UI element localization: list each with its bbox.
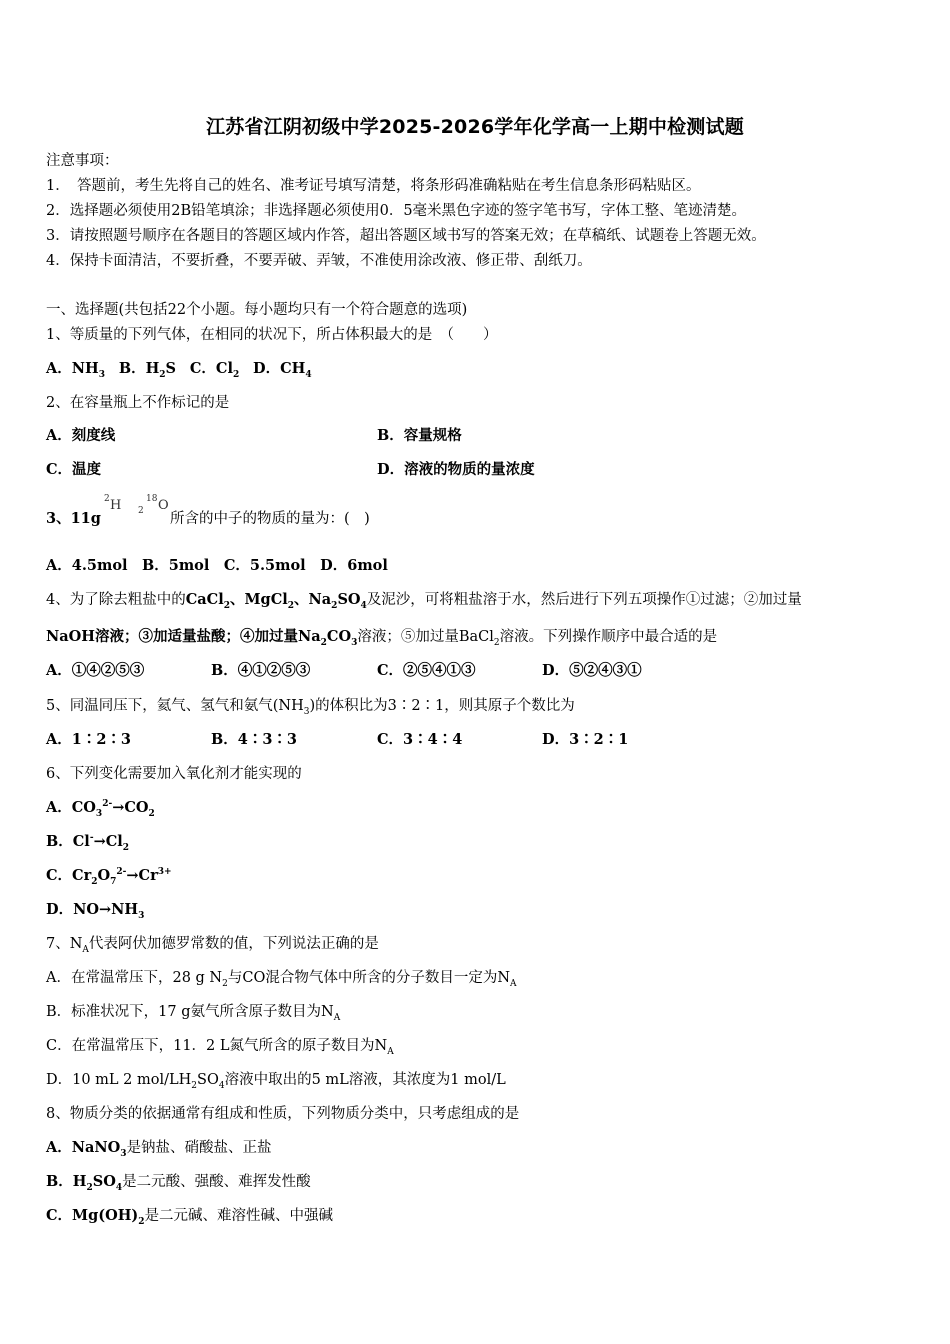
q3-options: A．4.5mol B．5mol C．5.5mol D．6mol <box>46 557 388 574</box>
q7-option-a: A．在常温常压下，28 g $N_2$与CO混合物气体中所含的分子数目一定为$N_A$ <box>46 970 517 989</box>
q2-option-a: A．刻度线 <box>46 427 116 444</box>
notice-item-4: 4．保持卡面清洁，不要折叠，不要弄破、弄皱，不准使用涂改液、修正带、刮纸刀。 <box>46 253 592 269</box>
q5-option-c: C．3∶4∶4 <box>377 731 463 748</box>
q8-option-a: A．NaNO$_3$是钠盐、硝酸盐、正盐 <box>46 1139 272 1159</box>
q1-option-b: B．$H_2S$ <box>118 360 177 380</box>
q8-option-b: B．$H_2SO_4$是二元酸、强酸、难挥发性酸 <box>46 1173 311 1193</box>
q4-option-d: D．⑤②④③① <box>542 662 642 679</box>
q7-option-b: B．标准状况下，17 g氨气所含原子数目为$N_A$ <box>46 1004 341 1023</box>
q1-option-a: A．$NH_3$ <box>46 360 105 380</box>
q5-option-d: D．3∶2∶1 <box>542 731 629 748</box>
q6-stem: 6、下列变化需要加入氧化剂才能实现的 <box>46 766 302 782</box>
q6-option-c: C．$Cr_2O_7^{2-}\to Cr^{3+}$ <box>46 867 172 887</box>
q4-stem-line1: 4、为了除去粗盐中的CaCl$_2$、MgCl$_2$、$Na_2SO_4$及泥沙，可将粗盐溶于水，然后进行下列五项操作①过滤；②加过量 <box>46 591 802 611</box>
q7-option-d: D．10 mL 2 mol/$LH_2SO_4$溶液中取出的5 mL溶液，其浓度为1 mol/L <box>46 1072 506 1091</box>
q6-option-d: D．$NO\to NH_3$ <box>46 901 145 921</box>
q2-stem: 2、在容量瓶上不作标记的是 <box>46 395 230 411</box>
q7-stem: 7、$N_A$代表阿伏加德罗常数的值，下列说法正确的是 <box>46 936 379 955</box>
q2-option-d: D．溶液的物质的量浓度 <box>377 461 535 478</box>
q5-option-b: B．4∶3∶3 <box>211 731 298 748</box>
q6-option-b: B．$Cl^-\to Cl_2$ <box>46 833 130 853</box>
q1-options <box>46 360 312 380</box>
notice-heading: 注意事项： <box>46 153 119 169</box>
q7-option-c: C．在常温常压下，11．2 L氮气所含的原子数目为$N_A$ <box>46 1038 394 1057</box>
notice-item-1: 1． 答题前，考生先将自己的姓名、准考证号填写清楚，将条形码准确粘贴在考生信息条形码粘贴区。 <box>46 178 701 194</box>
q4-option-c: C．②⑤④①③ <box>377 662 476 679</box>
section-heading: 一、选择题(共包括22个小题。每小题均只有一个符合题意的选项) <box>46 302 468 318</box>
q6-option-a: A．$CO_3^{2-}\to CO_2$ <box>46 799 155 819</box>
notice-item-2: 2．选择题必须使用2B铅笔填涂；非选择题必须使用0．5毫米黑色字迹的签字笔书写，字体工整、笔迹清楚。 <box>46 203 747 219</box>
q3-formula-image: 2 H 2 18 O <box>104 494 169 516</box>
q3-prefix: 3、11g <box>46 510 101 527</box>
q1-stem: 1、等质量的下列气体，在相同的状况下，所占体积最大的是 （ ） <box>46 327 498 343</box>
q1-option-d: D．$CH_4$ <box>253 360 312 380</box>
q2-option-b: B．容量规格 <box>377 427 462 444</box>
q8-option-c: C．$Mg(OH)_2$是二元碱、难溶性碱、中强碱 <box>46 1207 334 1227</box>
q8-stem: 8、物质分类的依据通常有组成和性质，下列物质分类中，只考虑组成的是 <box>46 1106 520 1122</box>
q5-option-a: A．1∶2∶3 <box>46 731 132 748</box>
q5-stem: 5、同温同压下，氦气、氢气和氨气$(NH_3)$的体积比为3∶2∶1，则其原子个数比为 <box>46 698 575 717</box>
notice-item-3: 3．请按照题号顺序在各题目的答题区域内作答，超出答题区域书写的答案无效；在草稿纸、试题卷上答题无效。 <box>46 228 766 244</box>
q4-stem-line2: NaOH溶液；③加适量盐酸；④加过量$Na_2CO_3$溶液；⑤加过量BaCl$_2$溶液。下列操作顺序中最合适的是 <box>46 628 718 648</box>
q1-option-c: C．$Cl_2$ <box>189 360 240 380</box>
q4-option-b: B．④①②⑤③ <box>211 662 311 679</box>
q4-option-a: A．①④②⑤③ <box>46 662 145 679</box>
q3-stem: 所含的中子的物质的量为：( ) <box>170 511 370 527</box>
q2-option-c: C．温度 <box>46 461 102 478</box>
page-title: 江苏省江阴初级中学2025-2026学年化学高一上期中检测试题 <box>206 116 744 138</box>
